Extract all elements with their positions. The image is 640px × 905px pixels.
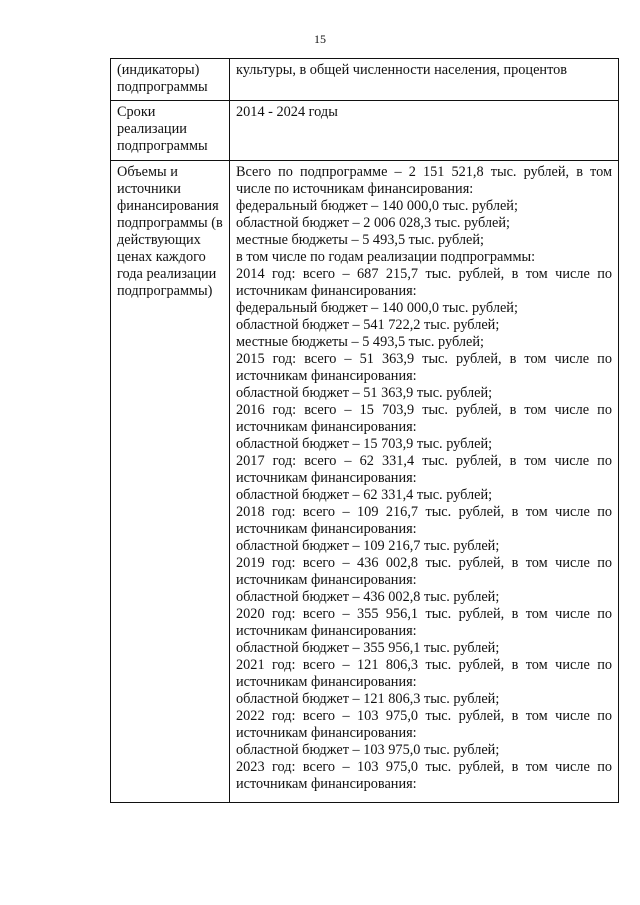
funding-text-line: 2022 год: всего – 103 975,0 тыс. рублей, в том числе по — [236, 708, 612, 724]
funding-text-line: областной бюджет – 355 956,1 тыс. рублей; — [236, 640, 500, 656]
funding-text-line: в том числе по годам реализации подпрограммы: — [236, 249, 536, 265]
funding-text-line: местные бюджеты – 5 493,5 тыс. рублей; — [236, 232, 484, 248]
funding-text-line: областной бюджет – 62 331,4 тыс. рублей; — [236, 487, 493, 503]
funding-text-line: областной бюджет – 121 806,3 тыс. рублей; — [236, 691, 500, 707]
funding-value-cell — [230, 161, 619, 803]
terms-value-cell — [230, 101, 619, 161]
table-row-funding — [111, 161, 619, 803]
label-line: Сроки — [117, 104, 156, 120]
indicators-label-cell — [111, 59, 230, 101]
subprogram-passport-table — [110, 58, 619, 803]
funding-text-line: областной бюджет – 2 006 028,3 тыс. рублей; — [236, 215, 511, 231]
funding-text-line: 2020 год: всего – 355 956,1 тыс. рублей, в том числе по — [236, 606, 612, 622]
label-line: подпрограммы (в — [117, 215, 223, 231]
table-row-indicators — [111, 59, 619, 101]
label-line: реализации — [117, 121, 187, 137]
terms-label-cell — [111, 101, 230, 161]
funding-text-line: источникам финансирования: — [236, 776, 417, 792]
funding-text-line: 2018 год: всего – 109 216,7 тыс. рублей, в том числе по — [236, 504, 612, 520]
label-line: года реализации — [117, 266, 217, 282]
funding-text-line: источникам финансирования: — [236, 623, 417, 639]
label-line: подпрограммы — [117, 138, 208, 154]
indicators-value-cell — [230, 59, 619, 101]
funding-text-line: местные бюджеты – 5 493,5 тыс. рублей; — [236, 334, 484, 350]
funding-text-line: 2019 год: всего – 436 002,8 тыс. рублей, в том числе по — [236, 555, 612, 571]
funding-text-line: областной бюджет – 541 722,2 тыс. рублей; — [236, 317, 500, 333]
funding-text-line: источникам финансирования: — [236, 572, 417, 588]
funding-text-line: источникам финансирования: — [236, 674, 417, 690]
funding-text-line: 2016 год: всего – 15 703,9 тыс. рублей, в том числе по — [236, 402, 612, 418]
funding-text-line: источникам финансирования: — [236, 725, 417, 741]
funding-text-line: 2017 год: всего – 62 331,4 тыс. рублей, в том числе по — [236, 453, 612, 469]
funding-text-line: источникам финансирования: — [236, 521, 417, 537]
funding-text-line: 2023 год: всего – 103 975,0 тыс. рублей, в том числе по — [236, 759, 612, 775]
funding-text-line: 2014 год: всего – 687 215,7 тыс. рублей, в том числе по — [236, 266, 612, 282]
label-line: финансирования — [117, 198, 219, 214]
funding-text-line: областной бюджет – 109 216,7 тыс. рублей; — [236, 538, 500, 554]
funding-text-line: федеральный бюджет – 140 000,0 тыс. рублей; — [236, 300, 518, 316]
funding-text-line: Всего по подпрограмме – 2 151 521,8 тыс. рублей, в том — [236, 164, 612, 180]
funding-text-line: областной бюджет – 15 703,9 тыс. рублей; — [236, 436, 493, 452]
funding-text-line: 2021 год: всего – 121 806,3 тыс. рублей, в том числе по — [236, 657, 612, 673]
label-line: действующих — [117, 232, 201, 248]
funding-text-line: источникам финансирования: — [236, 470, 417, 486]
funding-text-line: областной бюджет – 436 002,8 тыс. рублей; — [236, 589, 500, 605]
funding-text-line: 2015 год: всего – 51 363,9 тыс. рублей, в том числе по — [236, 351, 612, 367]
value-line: культуры, в общей численности населения, процентов — [236, 62, 568, 78]
label-line: подпрограммы) — [117, 283, 213, 299]
funding-text-line: источникам финансирования: — [236, 419, 417, 435]
label-line: Объемы и — [117, 164, 178, 180]
label-line: (индикаторы) — [117, 62, 200, 78]
funding-label-cell — [111, 161, 230, 803]
funding-text-line: числе по источникам финансирования: — [236, 181, 474, 197]
label-line: подпрограммы — [117, 79, 208, 95]
label-line: источники — [117, 181, 181, 197]
page-number: 15 — [314, 32, 326, 46]
label-line: ценах каждого — [117, 249, 206, 265]
funding-text-line: источникам финансирования: — [236, 283, 417, 299]
funding-text-line: областной бюджет – 51 363,9 тыс. рублей; — [236, 385, 493, 401]
funding-text-line: источникам финансирования: — [236, 368, 417, 384]
value-line: 2014 - 2024 годы — [236, 104, 338, 120]
funding-text-line: федеральный бюджет – 140 000,0 тыс. рублей; — [236, 198, 518, 214]
table-row-terms — [111, 101, 619, 161]
funding-text-line: областной бюджет – 103 975,0 тыс. рублей; — [236, 742, 500, 758]
